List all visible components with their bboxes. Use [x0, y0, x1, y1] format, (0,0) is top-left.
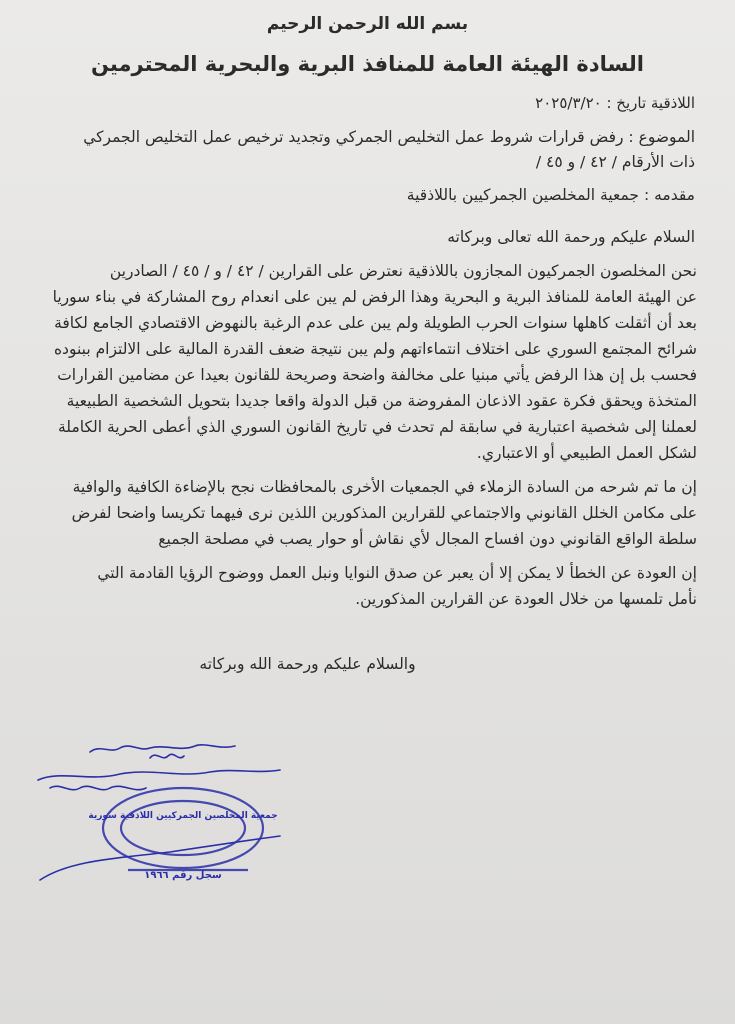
paragraph-1-line: عن الهيئة العامة للمنافذ البرية و البحرية وهذا الرفض لم يبن على انعدام روح المشاركة في بناء سوريا: [52, 288, 697, 306]
subject-line-1: الموضوع : رفض قرارات شروط عمل التخليص الجمركي وتجديد ترخيص عمل التخليص الجمركي: [83, 128, 695, 146]
addressee: السادة الهيئة العامة للمنافذ البرية والبحرية المحترمين: [91, 52, 644, 76]
paragraph-1-line: لعملنا إلى شخصية اعتبارية في سابقة لم تحدث في تاريخ القانون السوري الذي أعطى الحرية الكاملة: [58, 418, 697, 436]
basmala: بسم الله الرحمن الرحيم: [266, 14, 469, 34]
paragraph-3-line: نأمل تلمسها من خلال العودة عن القرارين المذكورين.: [355, 590, 697, 608]
date-line: اللاذقية تاريخ : ٢٠٢٥/٣/٢٠: [535, 94, 695, 112]
stamp-number: سجل رقم ١٩٦٦: [144, 870, 222, 881]
paragraph-1-line: شرائح المجتمع السوري على اختلاف انتماءاتهم ولم يبن نتيجة ضعف القدرة المالية على الالتزام ببنوده: [53, 340, 697, 358]
paragraph-2-line: إن ما تم شرحه من السادة الزملاء في الجمعيات الأخرى بالمحافظات نجح بالإضاءة الكافية والوافية: [72, 478, 697, 496]
paragraph-1-line: نحن المخلصون الجمركيون المجازون باللاذقية نعترض على القرارين / ٤٢ / و / ٤٥ / الصادرين: [109, 262, 697, 280]
closing: والسلام عليكم ورحمة الله وبركاته: [199, 655, 416, 673]
paragraph-1-line: فحسب بل إن هذا الرفض يأتي مبنيا على مخالفة واضحة وصريحة للقانون بعيدا عن مضامين القرارات: [57, 366, 697, 384]
paragraph-1-line: بعد أن أثقلت كاهلها سنوات الحرب الطويلة ولم يبن على عدم الرغبة بالنهوض الاقتصادي الجامع لكافة: [54, 314, 697, 332]
paragraph-1-line: المتخذة ويحقق فكرة عقود الاذعان المفروضة من قبل الدولة واقعا جديدا بتحويل الشخصية الطبيعية: [66, 392, 697, 410]
stamp-text: جمعية المخلصين الجمركيين اللاذقية سورية: [88, 811, 278, 821]
subject-line-2: ذات الأرقام / ٤٢ / و ٤٥ /: [535, 153, 695, 171]
paragraph-1-line: لشكل العمل الطبيعي أو الاعتباري.: [476, 444, 697, 462]
introduction: مقدمه : جمعية المخلصين الجمركيين باللاذقية: [406, 186, 695, 204]
greeting: السلام عليكم ورحمة الله تعالى وبركاته: [447, 228, 695, 246]
paragraph-2-line: على مكامن الخلل القانوني والاجتماعي للقرارين المذكورين اللذين نرى فيهما تكريسا واضحا لفرض: [71, 504, 697, 522]
paragraph-3-line: إن العودة عن الخطأ لا يمكن إلا أن يعبر عن صدق النوايا ونبل العمل ووضوح الرؤيا القادمة التي: [97, 564, 697, 582]
official-stamp: [88, 780, 278, 881]
paragraph-2-line: سلطة الواقع القانوني دون افساح المجال لأي نقاش أو حوار يصب في مصلحة الجميع: [158, 530, 697, 548]
